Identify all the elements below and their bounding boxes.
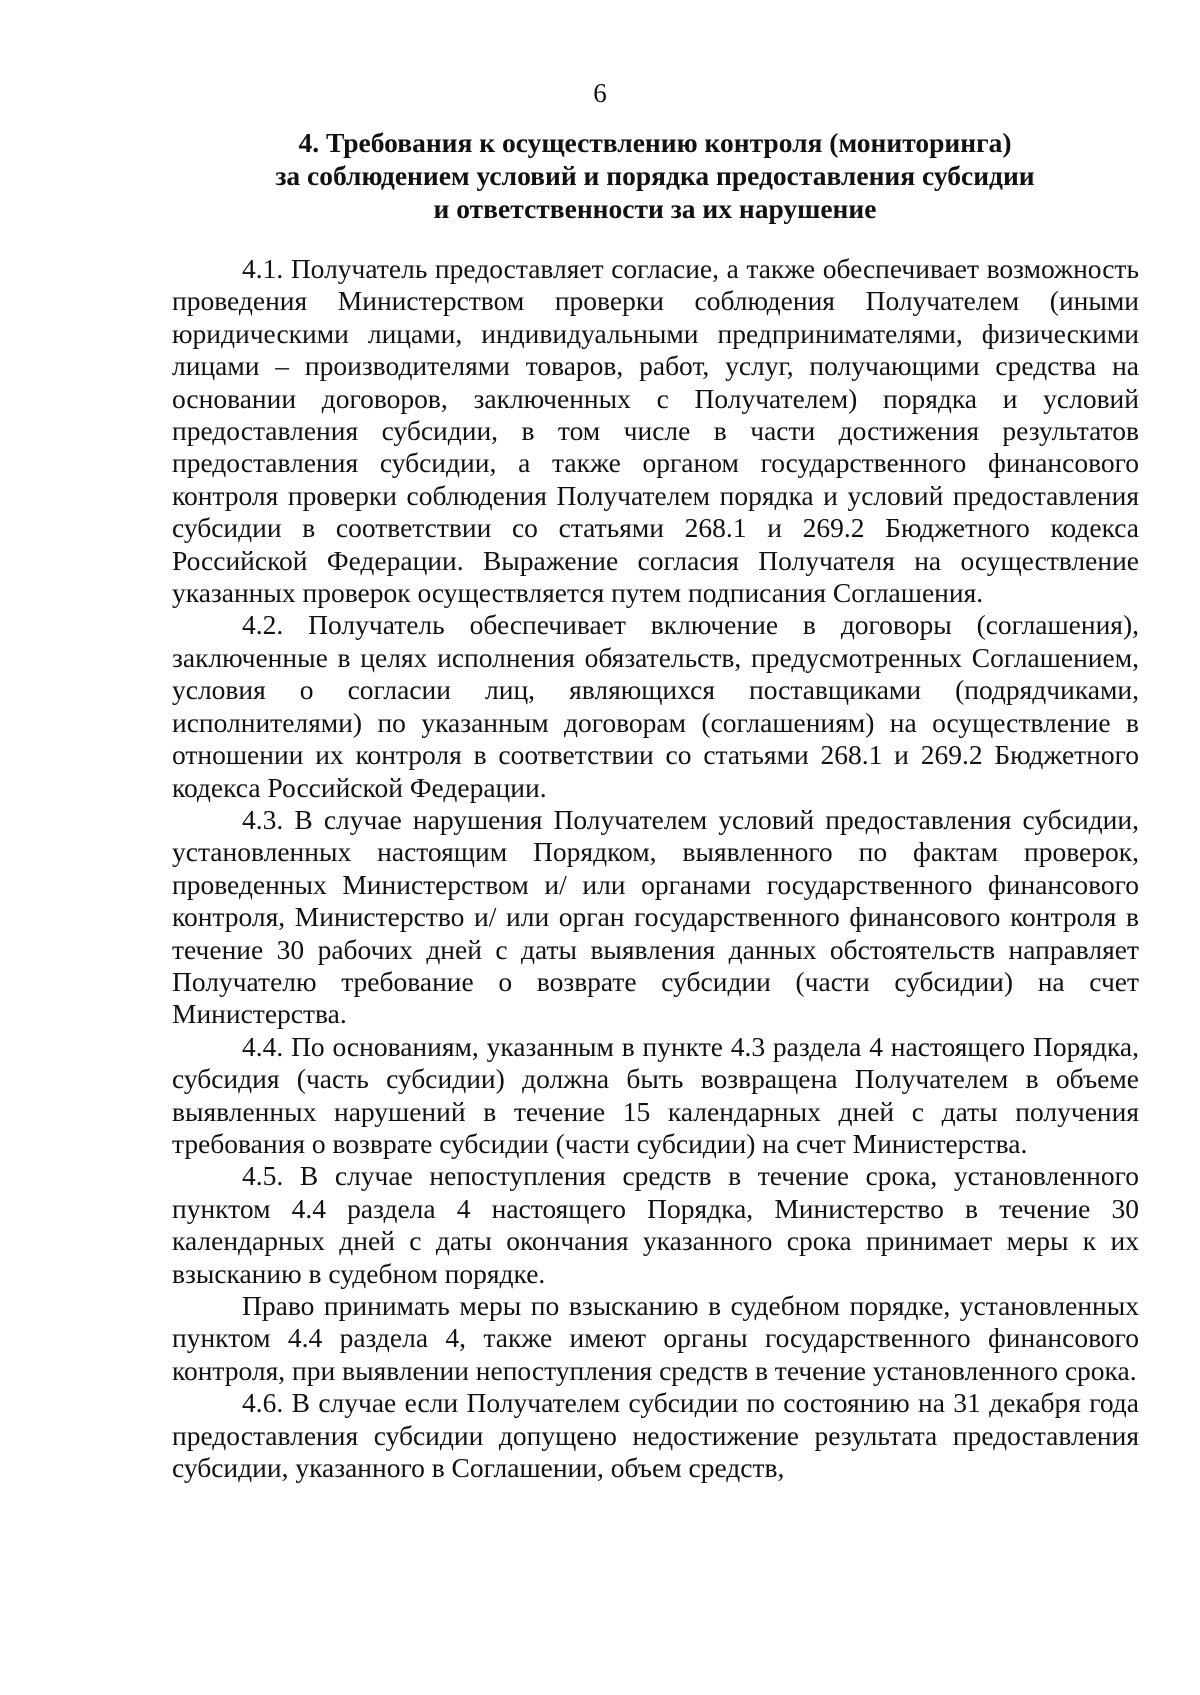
heading-line-1: 4. Требования к осуществлению контроля (мониторинга) bbox=[298, 127, 1012, 158]
paragraph-4-2: 4.2. Получатель обеспечивает включение в договоры (соглашения), заключенные в целях исполнения обязательств, предусмотренных Соглашением, условия о согласии лиц, являющихся поставщиками (подрядчиками, исполнителями) по указанным договорам (соглашениям) на осуществление в отношении их контроля в соответствии со статьями 268.1 и 269.2 Бюджетного кодекса Российской Федерации. bbox=[172, 609, 1139, 803]
document-body bbox=[172, 253, 1139, 1484]
paragraph-4-5-continuation: Право принимать меры по взысканию в судебном порядке, установленных пунктом 4.4 раздела 4, также имеют органы государственного финансового контроля, при выявлении непоступления средств в течение установленного срока. bbox=[172, 1290, 1139, 1386]
page-number: 6 bbox=[593, 78, 607, 108]
paragraph-4-6: 4.6. В случае если Получателем субсидии по состоянию на 31 декабря года предоставления субсидии допущено недостижение результата предоставления субсидии, указанного в Соглашении, объем средств, bbox=[172, 1387, 1139, 1484]
heading-line-3: и ответственности за их нарушение bbox=[433, 193, 877, 224]
heading-line-2: за соблюдением условий и порядка предоставления субсидии bbox=[275, 160, 1035, 191]
paragraph-4-3: 4.3. В случае нарушения Получателем условий предоставления субсидии, установленных настоящим Порядком, выявленного по фактам проверок, проведенных Министерством и/ или органами государственного финансового контроля, Министерство и/ или орган государственного финансового контроля в течение 30 рабочих дней с даты выявления данных обстоятельств направляет Получателю требование о возврате субсидии (части субсидии) на счет Министерства. bbox=[172, 803, 1139, 1030]
section-heading bbox=[170, 126, 1140, 225]
paragraph-4-5: 4.5. В случае непоступления средств в течение срока, установленного пунктом 4.4 раздела 4 настоящего Порядка, Министерство в течение 30 календарных дней с даты окончания указанного срока принимает меры к их взысканию в судебном порядке. bbox=[172, 1160, 1139, 1289]
paragraph-4-1: 4.1. Получатель предоставляет согласие, а также обеспечивает возможность проведения Министерством проверки соблюдения Получателем (иными юридическими лицами, индивидуальными предпринимателями, физическими лицами – производителями товаров, работ, услуг, получающими средства на основании договоров, заключенных с Получателем) порядка и условий предоставления субсидии, в том числе в части достижения результатов предоставления субсидии, а также органом государственного финансового контроля проверки соблюдения Получателем порядка и условий предоставления субсидии в соответствии со статьями 268.1 и 269.2 Бюджетного кодекса Российской Федерации. Выражение согласия Получателя на осуществление указанных проверок осуществляется путем подписания Соглашения. bbox=[172, 253, 1139, 609]
paragraph-4-4: 4.4. По основаниям, указанным в пункте 4.3 раздела 4 настоящего Порядка, субсидия (часть субсидии) должна быть возвращена Получателем в объеме выявленных нарушений в течение 15 календарных дней с даты получения требования о возврате субсидии (части субсидии) на счет Министерства. bbox=[172, 1030, 1139, 1159]
